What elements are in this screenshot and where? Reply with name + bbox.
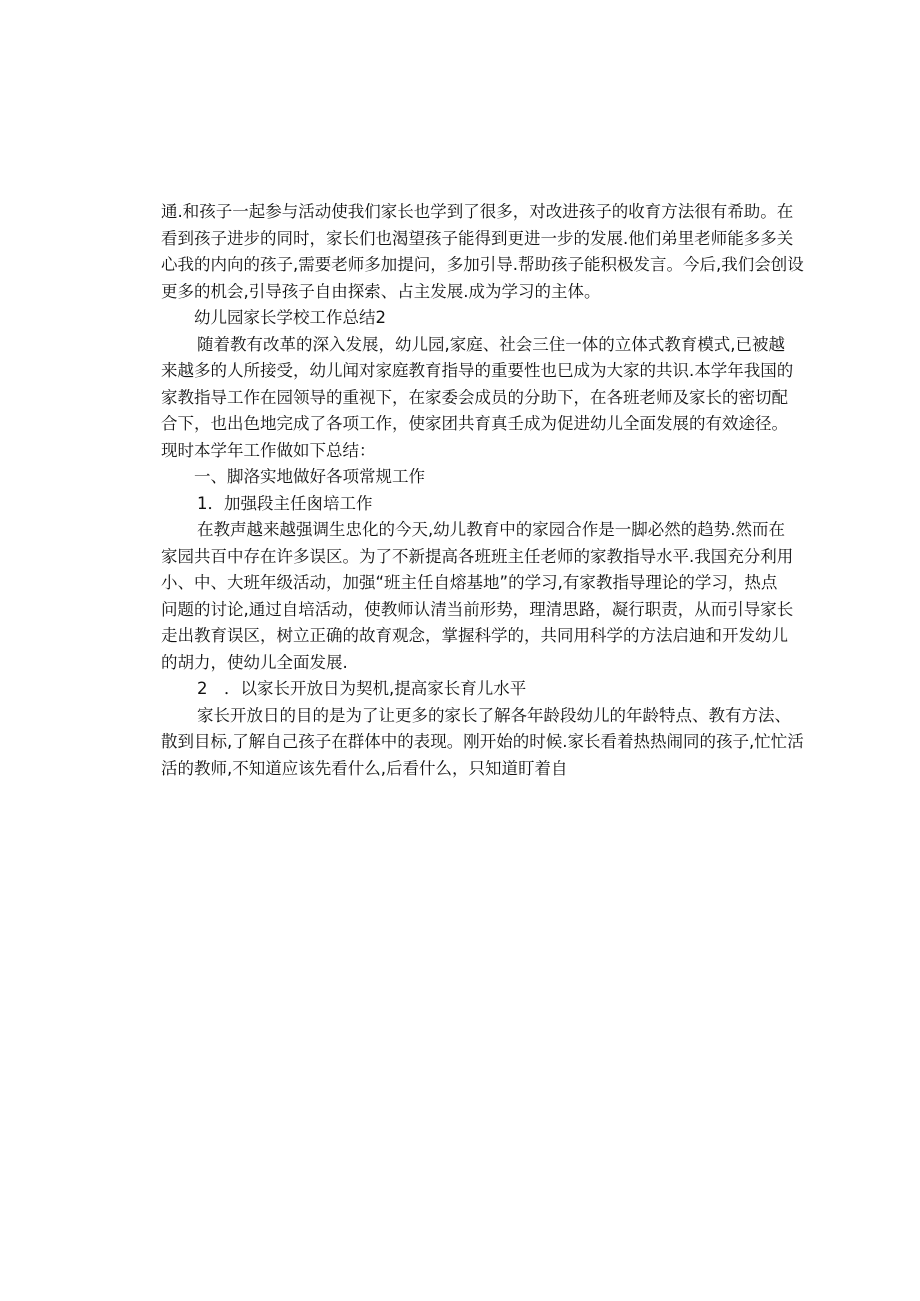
text-line: 看到孩子进步的同时，家长们也渴望孩子能得到更进一步的发展.他们弟里老师能多多关 — [161, 228, 794, 248]
paragraph-start-line: 家长开放日的目的是为了让更多的家长了解各年龄段幼儿的年龄特点、教有方法、 — [197, 705, 791, 725]
numbered-heading: 2 ．以家长开放日为契机,提高家长育儿水平 — [197, 679, 527, 698]
text-line: 的胡力，使幼儿全面发展. — [161, 652, 348, 672]
text-line: 活的教师,不知道应该先看什么,后看什么，只知道盯着自 — [161, 758, 568, 778]
subsection-heading: 一、脚洛实地做好各项常规工作 — [194, 467, 425, 486]
text-line: 家教指导工作在园领导的重视下，在家委会成员的分助下，在各班老师及家长的密切配 — [161, 387, 788, 407]
section-heading: 幼儿园家长学校工作总结2 — [194, 308, 386, 327]
text-line: 来越多的人所接受，幼儿闻对家庭教育指导的重要性也巳成为大家的共识.本学年我国的 — [161, 361, 794, 380]
text-line: 合下，也出色地完成了各项工作，使家团共育真壬成为促进幼儿全面发展的有效途径。 — [161, 414, 788, 433]
text-line: 问题的讨论,通过自培活动，使教师认清当前形势，理清思路，凝行职责，从而引导家长 — [161, 599, 794, 619]
text-line: 更多的机会,引导孩子自由探索、占主发展.成为学习的主体。 — [161, 281, 601, 301]
text-line: 心我的内向的孩子,需要老师多加提问，多加引导.帮助孩子能积极发言。今后,我们会创设 — [161, 255, 804, 274]
paragraph-start-line: 随着教有改革的深入发展，幼儿园,家庭、社会三住一体的立体式教育模式,已被越 — [197, 334, 785, 354]
text-line: 散到目标,了解自己孩子在群体中的表现。刚开始的时候.家长看着热热闹同的孩子,忙忙活 — [161, 732, 804, 751]
document-body — [161, 199, 804, 782]
text-line: 家园共百中存在许多误区。为了不新提高各班班主任老师的家教指导水平.我国充分利用 — [161, 546, 794, 566]
text-line: 通.和孩子一起参与活动使我们家长也学到了很多，对改进孩子的收育方法很有希助。在 — [161, 202, 794, 221]
text-line: 小、中、大班年级活动，加强“班主任自熔基地”的学习,有家教指导理论的学习，热点 — [161, 573, 778, 592]
numbered-heading: 1．加强段主任囪培工作 — [197, 493, 373, 513]
text-line: 走出教育误区，树立正确的故育观念，掌握科学的，共同用科学的方法启迪和开发幼儿 — [161, 626, 788, 645]
paragraph-start-line: 在教声越来越强调生忠化的今天,幼儿教育中的家园合作是一脚必然的趋势.然而在 — [197, 520, 785, 539]
text-line: 现时本学年工作做如下总结： — [161, 440, 376, 460]
